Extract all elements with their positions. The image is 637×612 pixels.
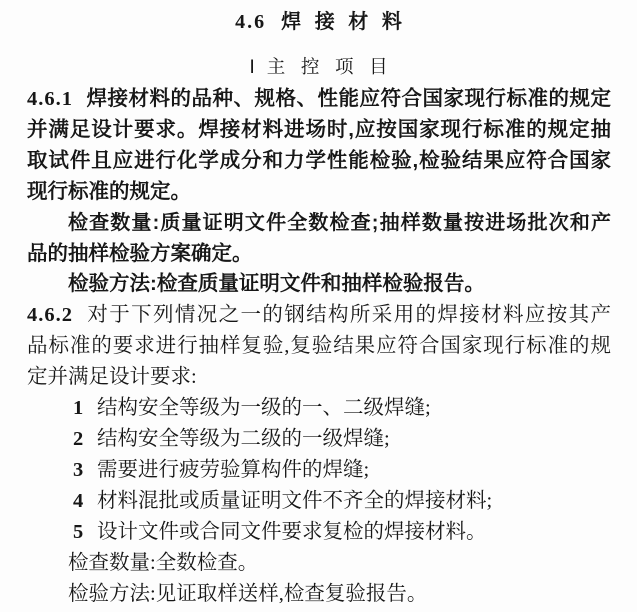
clause-line: 品标准的要求进行抽样复验,复验结果应符合国家现行标准的规 [27, 335, 611, 358]
clause-line: 定并满足设计要求: [27, 366, 197, 389]
subsection-heading [27, 56, 611, 80]
clause-line [27, 84, 611, 115]
inspection-method-line: 检验方法:见证取样送样,检查复验报告。 [68, 582, 428, 605]
inspection-quantity-line: 品的抽样检验方案确定。 [27, 241, 253, 265]
list-item [27, 486, 611, 517]
list-item-text: 需要进行疲劳验算构件的焊缝; [97, 458, 370, 481]
clause-number: 4.6.1 [27, 88, 73, 110]
clause-line: 并满足设计要求。焊接材料进场时,应按国家现行标准的规定抽 [27, 117, 611, 141]
list-item-number: 1 [73, 397, 84, 420]
subsection-heading-text: 主 控 项 目 [266, 58, 389, 78]
clause-4-6-1 [27, 84, 611, 300]
clause-line: 现行标准的规定。 [27, 179, 191, 203]
list-item-number: 3 [73, 458, 84, 481]
clause-4-6-2 [27, 300, 611, 609]
clause-text: 焊接材料的品种、规格、性能应符合国家现行标准的规定 [86, 87, 611, 110]
clause-text: 对于下列情况之一的钢结构所采用的焊接材料应按其产 [86, 304, 611, 327]
list-item-text: 材料混批或质量证明文件不齐全的焊接材料; [97, 489, 493, 512]
list-item [27, 517, 611, 548]
inspection-method-line: 检验方法:检查质量证明文件和抽样检验报告。 [68, 272, 485, 296]
page-title [27, 9, 611, 35]
list-item-number: 4 [73, 489, 84, 512]
inspection-quantity-line: 检查数量:全数检查。 [68, 551, 259, 574]
section-number: 4.6 [235, 11, 267, 33]
list-item [27, 455, 611, 486]
list-item [27, 424, 611, 455]
list-item [27, 393, 611, 424]
list-item-text: 设计文件或合同文件要求复检的焊接材料。 [97, 520, 487, 543]
clause-line [27, 300, 611, 331]
list-item-text: 结构安全等级为二级的一级焊缝; [97, 427, 390, 450]
list-item-number: 5 [73, 520, 84, 543]
list-item-number: 2 [73, 427, 84, 450]
section-title-text: 焊 接 材 料 [281, 11, 403, 33]
clause-line: 取试件且应进行化学成分和力学性能检验,检验结果应符合国家 [27, 148, 611, 172]
subsection-roman-numeral: Ⅰ [249, 58, 255, 78]
inspection-quantity-line: 检查数量:质量证明文件全数检查;抽样数量按进场批次和产 [68, 211, 611, 234]
clause-number: 4.6.2 [27, 304, 73, 327]
list-item-text: 结构安全等级为一级的一、二级焊缝; [97, 397, 431, 420]
